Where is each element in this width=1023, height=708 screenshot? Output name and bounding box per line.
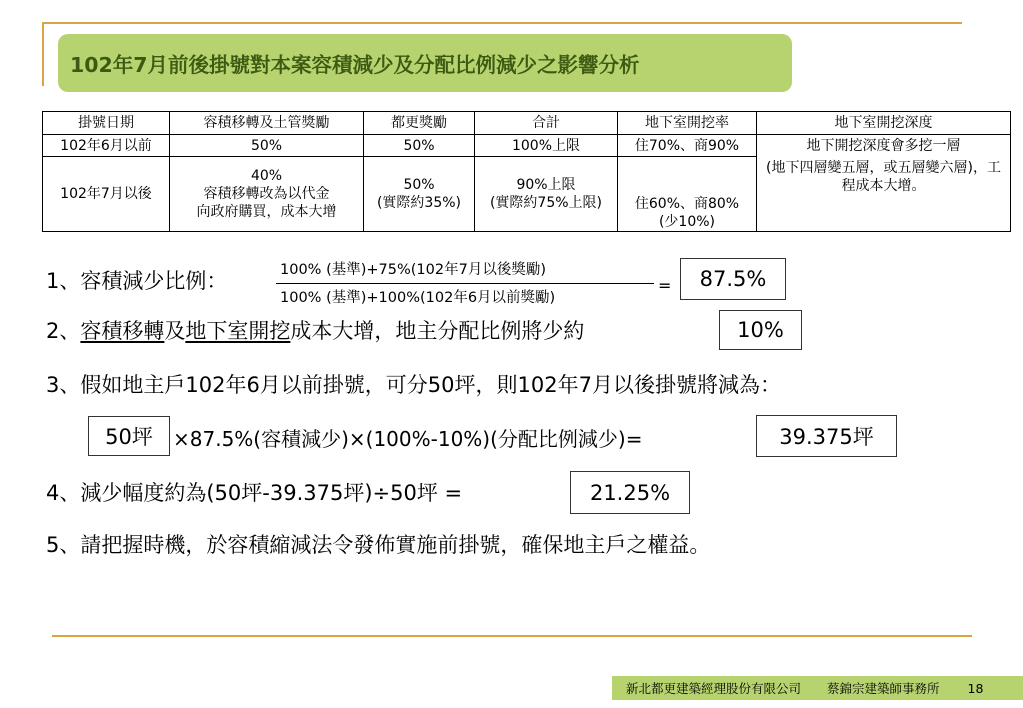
item-2: [46, 318, 584, 344]
fraction-bar: [276, 283, 654, 284]
equals-sign: =: [658, 276, 672, 295]
item-3: 3、假如地主戶102年6月以前掛號，可分50坪，則102年7月以後掛號將減為：: [46, 373, 781, 397]
table-cell: 50%: [364, 135, 475, 157]
table-cell: 地下開挖深度會多挖一層: [757, 135, 1011, 157]
footer-firm: 蔡錦宗建築師事務所: [827, 681, 940, 696]
page-title: 102年7月前後掛號對本案容積減少及分配比例減少之影響分析: [70, 53, 640, 77]
footer-company: 新北都更建築經理股份有限公司: [626, 681, 802, 696]
item-4: 4、減少幅度約為(50坪-39.375坪)÷50坪 =: [46, 481, 463, 505]
item-2-and: 及: [164, 319, 186, 343]
header-cell: 容積移轉及土管獎勵: [170, 112, 364, 135]
ratio-numerator: 100% (基準)+75%(102年7月以後獎勵): [280, 262, 546, 278]
header-cell: 掛號日期: [43, 112, 170, 135]
result-box-reduction: 21.25%: [570, 471, 690, 514]
title-banner: [58, 34, 792, 92]
table-header-row: [43, 112, 1011, 135]
header-cell: 合計: [475, 112, 618, 135]
item-2-text: 成本大增，地主分配比例將少約: [290, 319, 585, 343]
top-rule: [42, 22, 962, 24]
table-cell: 住60%、商80% (少10%): [618, 157, 757, 232]
result-box-ratio: 87.5%: [680, 258, 786, 300]
page-number: 18: [967, 680, 984, 696]
item-2-underline-transfer: 容積移轉: [80, 319, 165, 343]
table-cell: 90%上限 (實際約75%上限): [475, 157, 618, 232]
table-cell: 100%上限: [475, 135, 618, 157]
result-box-area: 50坪: [88, 416, 170, 456]
table-cell: 102年6月以前: [43, 135, 170, 157]
item-5: 5、請把握時機，於容積縮減法令發佈實施前掛號，確保地主戶之權益。: [46, 533, 711, 557]
table-row: [43, 135, 1011, 157]
table-cell: 住70%、商90%: [618, 135, 757, 157]
header-cell: 都更獎勵: [364, 112, 475, 135]
item-1-prefix: 1、容積減少比例：: [46, 269, 228, 293]
table-cell: 50%: [170, 135, 364, 157]
table-cell: 40% 容積移轉改為以代金 向政府購買，成本大增: [170, 157, 364, 232]
bottom-rule: [52, 635, 972, 637]
table-cell-depth: (地下四層變五層，或五層變六層)，工程成本大增。: [757, 157, 1011, 232]
header-cell: 地下室開挖深度: [757, 112, 1011, 135]
left-rule: [42, 22, 44, 86]
table-row: [43, 157, 1011, 232]
item-2-number: 2、: [46, 319, 81, 343]
result-box-reduced-area: 39.375坪: [756, 415, 897, 457]
item-3-formula: ×87.5%(容積減少)×(100%-10%)(分配比例減少)=: [173, 427, 643, 451]
table-cell: 50% (實際約35%): [364, 157, 475, 232]
item-2-underline-basement: 地下室開挖: [185, 319, 291, 343]
result-box-share: 10%: [719, 310, 802, 350]
footer-bar: [612, 676, 1023, 700]
comparison-table: [42, 111, 1011, 232]
ratio-denominator: 100% (基準)+100%(102年6月以前獎勵): [280, 290, 556, 306]
header-cell: 地下室開挖率: [618, 112, 757, 135]
table-cell: 102年7月以後: [43, 157, 170, 232]
